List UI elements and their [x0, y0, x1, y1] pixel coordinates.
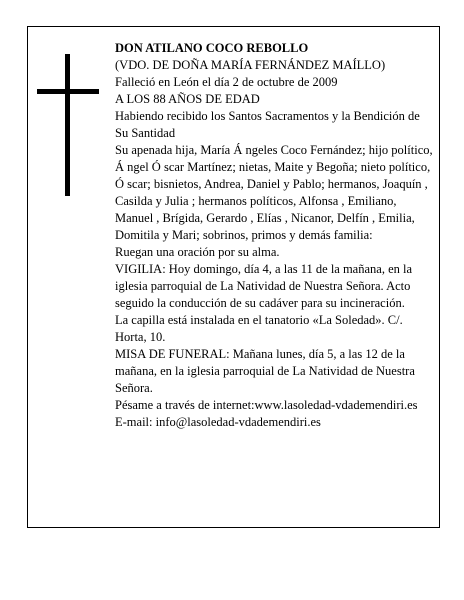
- death-line: Falleció en León el día 2 de octubre de 2009: [115, 75, 338, 89]
- obituary-text: [115, 40, 433, 431]
- vigil-paragraph: VIGILIA: Hoy domingo, día 4, a las 11 de la mañana, en la iglesia parroquial de La Natividad de Nuestra Señora. Acto seguido la conducción de su cadáver para su incineración.: [115, 262, 413, 310]
- widow-of-line: (VDO. DE DOÑA MARÍA FERNÁNDEZ MAÍLLO): [115, 58, 386, 72]
- sacraments-paragraph: Habiendo recibido los Santos Sacramentos y la Bendición de Su Santidad: [115, 109, 420, 140]
- prayer-line: Ruegan una oración por su alma.: [115, 245, 280, 259]
- cross-vertical-bar: [65, 54, 70, 196]
- condolences-line: Pésame a través de internet:www.lasoledad-vdademendiri.es: [115, 398, 418, 412]
- cross-horizontal-bar: [37, 89, 99, 94]
- age-line: A LOS 88 AÑOS DE EDAD: [115, 92, 260, 106]
- chapel-paragraph: La capilla está instalada en el tanatorio «La Soledad». C/. Horta, 10.: [115, 313, 403, 344]
- deceased-name: DON ATILANO COCO REBOLLO: [115, 41, 309, 55]
- email-line: E-mail: info@lasoledad-vdademendiri.es: [115, 415, 321, 429]
- family-paragraph: Su apenada hija, María Á ngeles Coco Fernández; hijo político, Á ngel Ó scar Martínez; nietas, Maite y Begoña; nieto político, Ó scar; bisnietos, Andrea, Daniel y Pablo; hermanos, Joaquín , Casilda y Julia ; hermanos políticos, Alfonsa , Emiliano, Manuel , Brígida, Gerardo , Elías , Nicanor, Delfín , Emilia, Domitila y Mari; sobrinos, primos y demás familia:: [115, 143, 433, 242]
- funeral-mass-paragraph: MISA DE FUNERAL: Mañana lunes, día 5, a las 12 de la mañana, en la iglesia parroquial de La Natividad de Nuestra Señora.: [115, 347, 415, 395]
